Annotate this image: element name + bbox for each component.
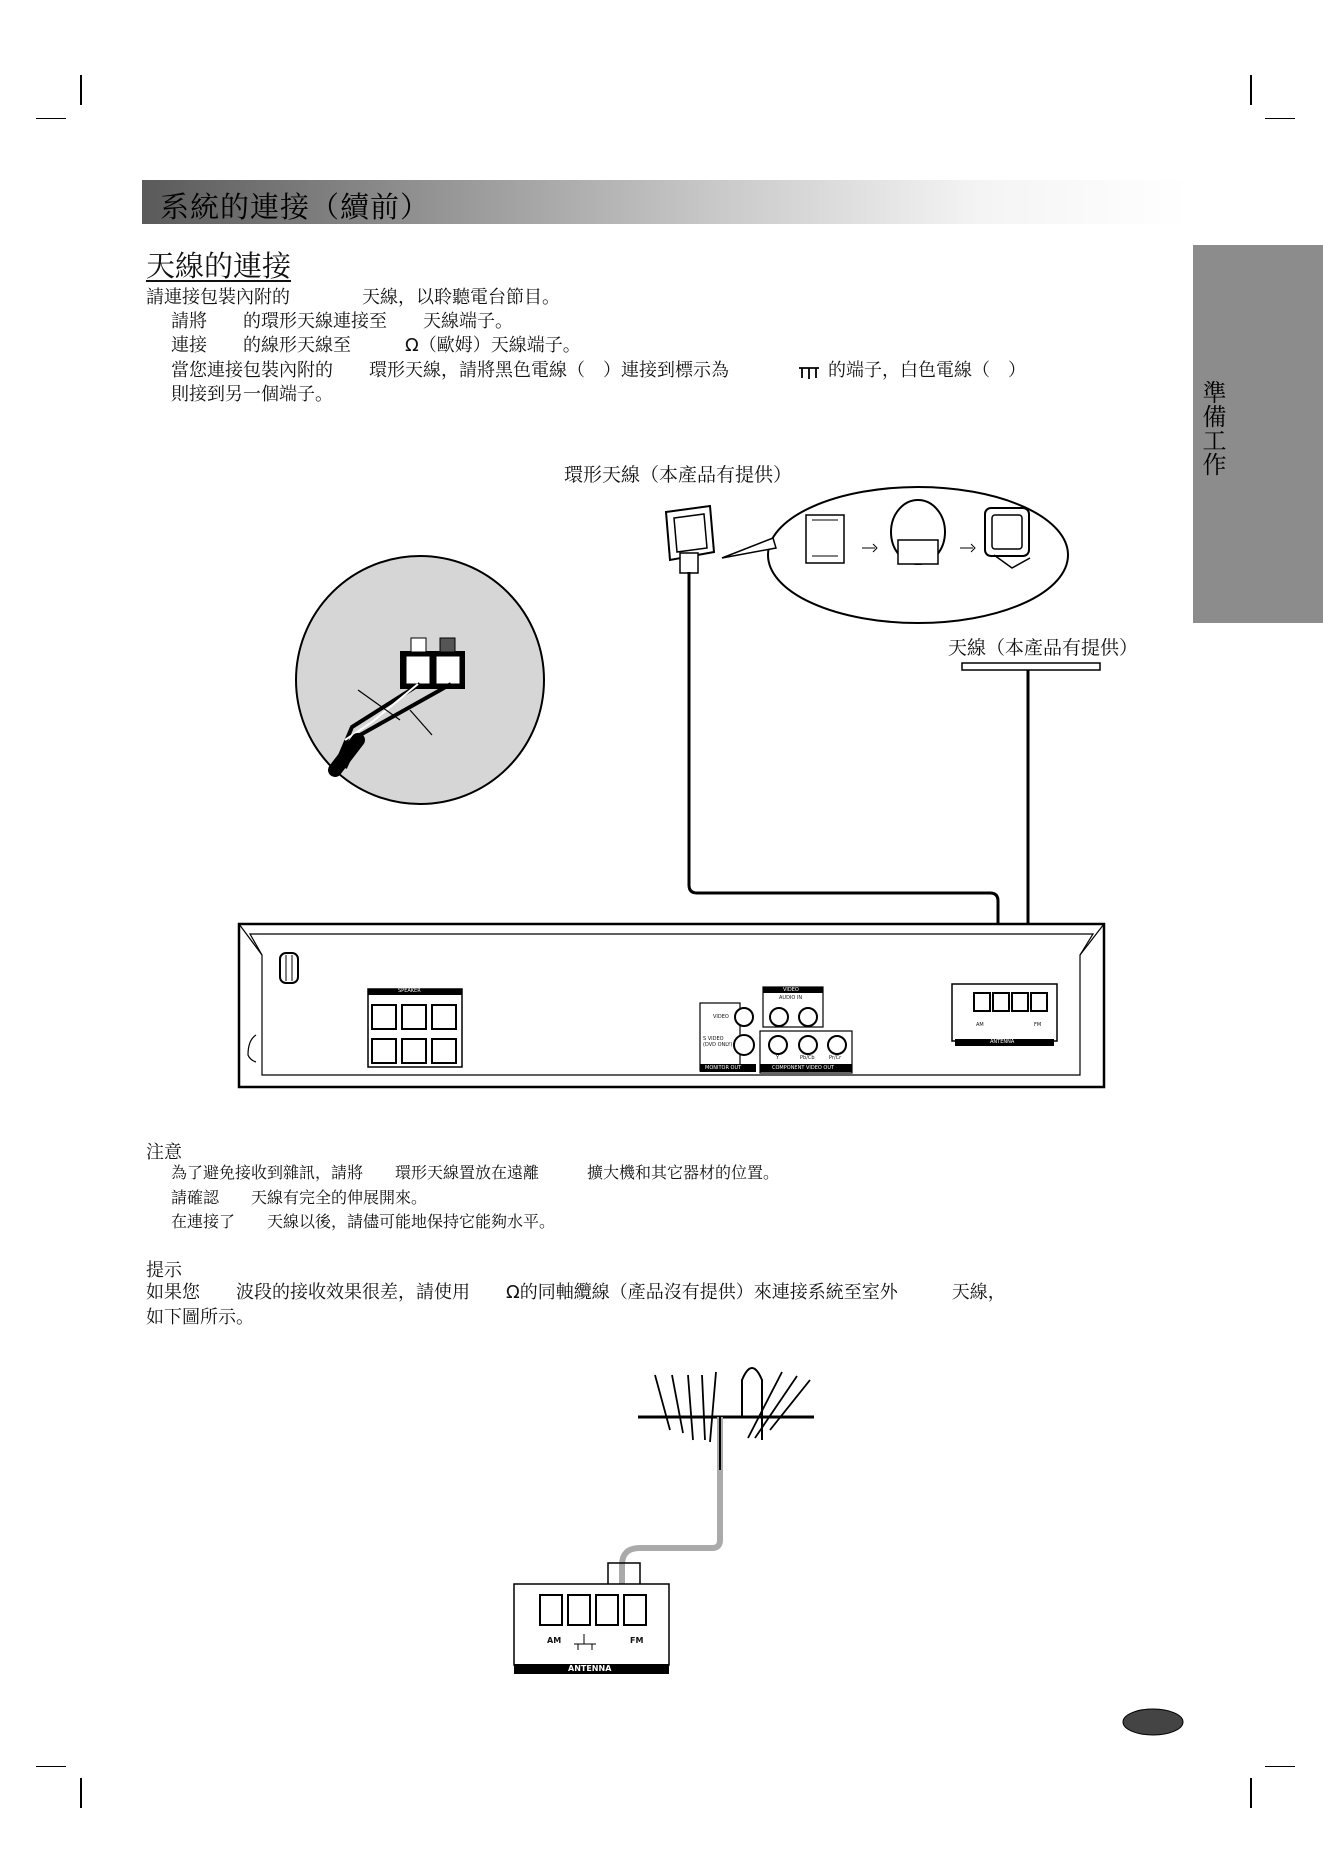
loop-antenna-icon xyxy=(666,506,714,573)
intro-line-5: 則接到另一個端子。 xyxy=(171,384,333,405)
y-label: Y xyxy=(776,1055,780,1061)
tip-line-2: 如下圖所示。 xyxy=(146,1307,254,1328)
speaker-header-label: SPEAKER xyxy=(398,988,421,994)
fm-label: FM xyxy=(1034,1022,1042,1028)
caution-line-1: 為了避免接收到雜訊，請將 環形天線置放在遠離 擴大機和其它器材的位置。 xyxy=(171,1163,780,1182)
intro-line-4: 當您連接包裝內附的 環形天線，請將黑色電線（ ）連接到標示為 xyxy=(171,360,729,381)
am-label: AM xyxy=(976,1022,984,1028)
intro-line-2: 請將 的環形天線連接至 天線端子。 xyxy=(171,311,513,332)
outdoor-fm-antenna-icon xyxy=(608,1368,814,1593)
wire-antenna-label: 天線（本產品有提供） xyxy=(948,637,1139,659)
caution-title: 注意 xyxy=(146,1142,182,1163)
pr-label: Pr/Cr xyxy=(829,1055,842,1061)
bottom-antenna-panel xyxy=(514,1584,669,1674)
caution-line-3: 在連接了 天線以後，請儘可能地保持它能夠水平。 xyxy=(171,1212,556,1231)
audio-in-label: AUDIO IN xyxy=(779,995,803,1001)
svideo-label: S VIDEO (DVD ONLY) xyxy=(703,1036,733,1048)
bottom-fm-label: FM xyxy=(630,1636,644,1645)
intro-line-1: 請連接包裝內附的 天線，以聆聽電台節目。 xyxy=(146,287,560,308)
pb-label: Pb/Cb xyxy=(800,1055,815,1061)
caution-line-2: 請確認 天線有完全的伸展開來。 xyxy=(171,1188,428,1207)
am-terminal-closeup xyxy=(296,556,544,804)
bottom-antenna-label: ANTENNA xyxy=(568,1664,612,1673)
video-jack-label: VIDEO xyxy=(713,1014,729,1020)
loop-antenna-label: 環形天線（本產品有提供） xyxy=(564,464,793,486)
bottom-am-label: AM xyxy=(547,1636,562,1645)
receiver-rear-panel xyxy=(239,924,1104,1087)
wire-antenna-icon xyxy=(962,663,1100,670)
component-out-label: COMPONENT VIDEO OUT xyxy=(772,1065,835,1071)
loop-assembly-callout xyxy=(722,487,1068,623)
page-title: 系統的連接（續前） xyxy=(160,190,431,224)
video-header-label: VIDEO xyxy=(783,987,799,993)
antenna-panel-label: ANTENNA xyxy=(990,1039,1015,1045)
tip-line-1: 如果您 波段的接收效果很差，請使用 Ω的同軸纜線（產品沒有提供）來連接系統至室外 天線， xyxy=(146,1282,1006,1303)
tip-title: 提示 xyxy=(146,1260,182,1281)
side-tab-label: 準備工作 xyxy=(1198,380,1226,476)
intro-line-4b: 的端子，白色電線（ ） xyxy=(828,360,1026,381)
monitor-out-label: MONITOR OUT xyxy=(705,1065,742,1071)
section-title: 天線的連接 xyxy=(146,249,292,283)
intro-line-3: 連接 的線形天線至 Ω（歐姆）天線端子。 xyxy=(171,335,581,356)
